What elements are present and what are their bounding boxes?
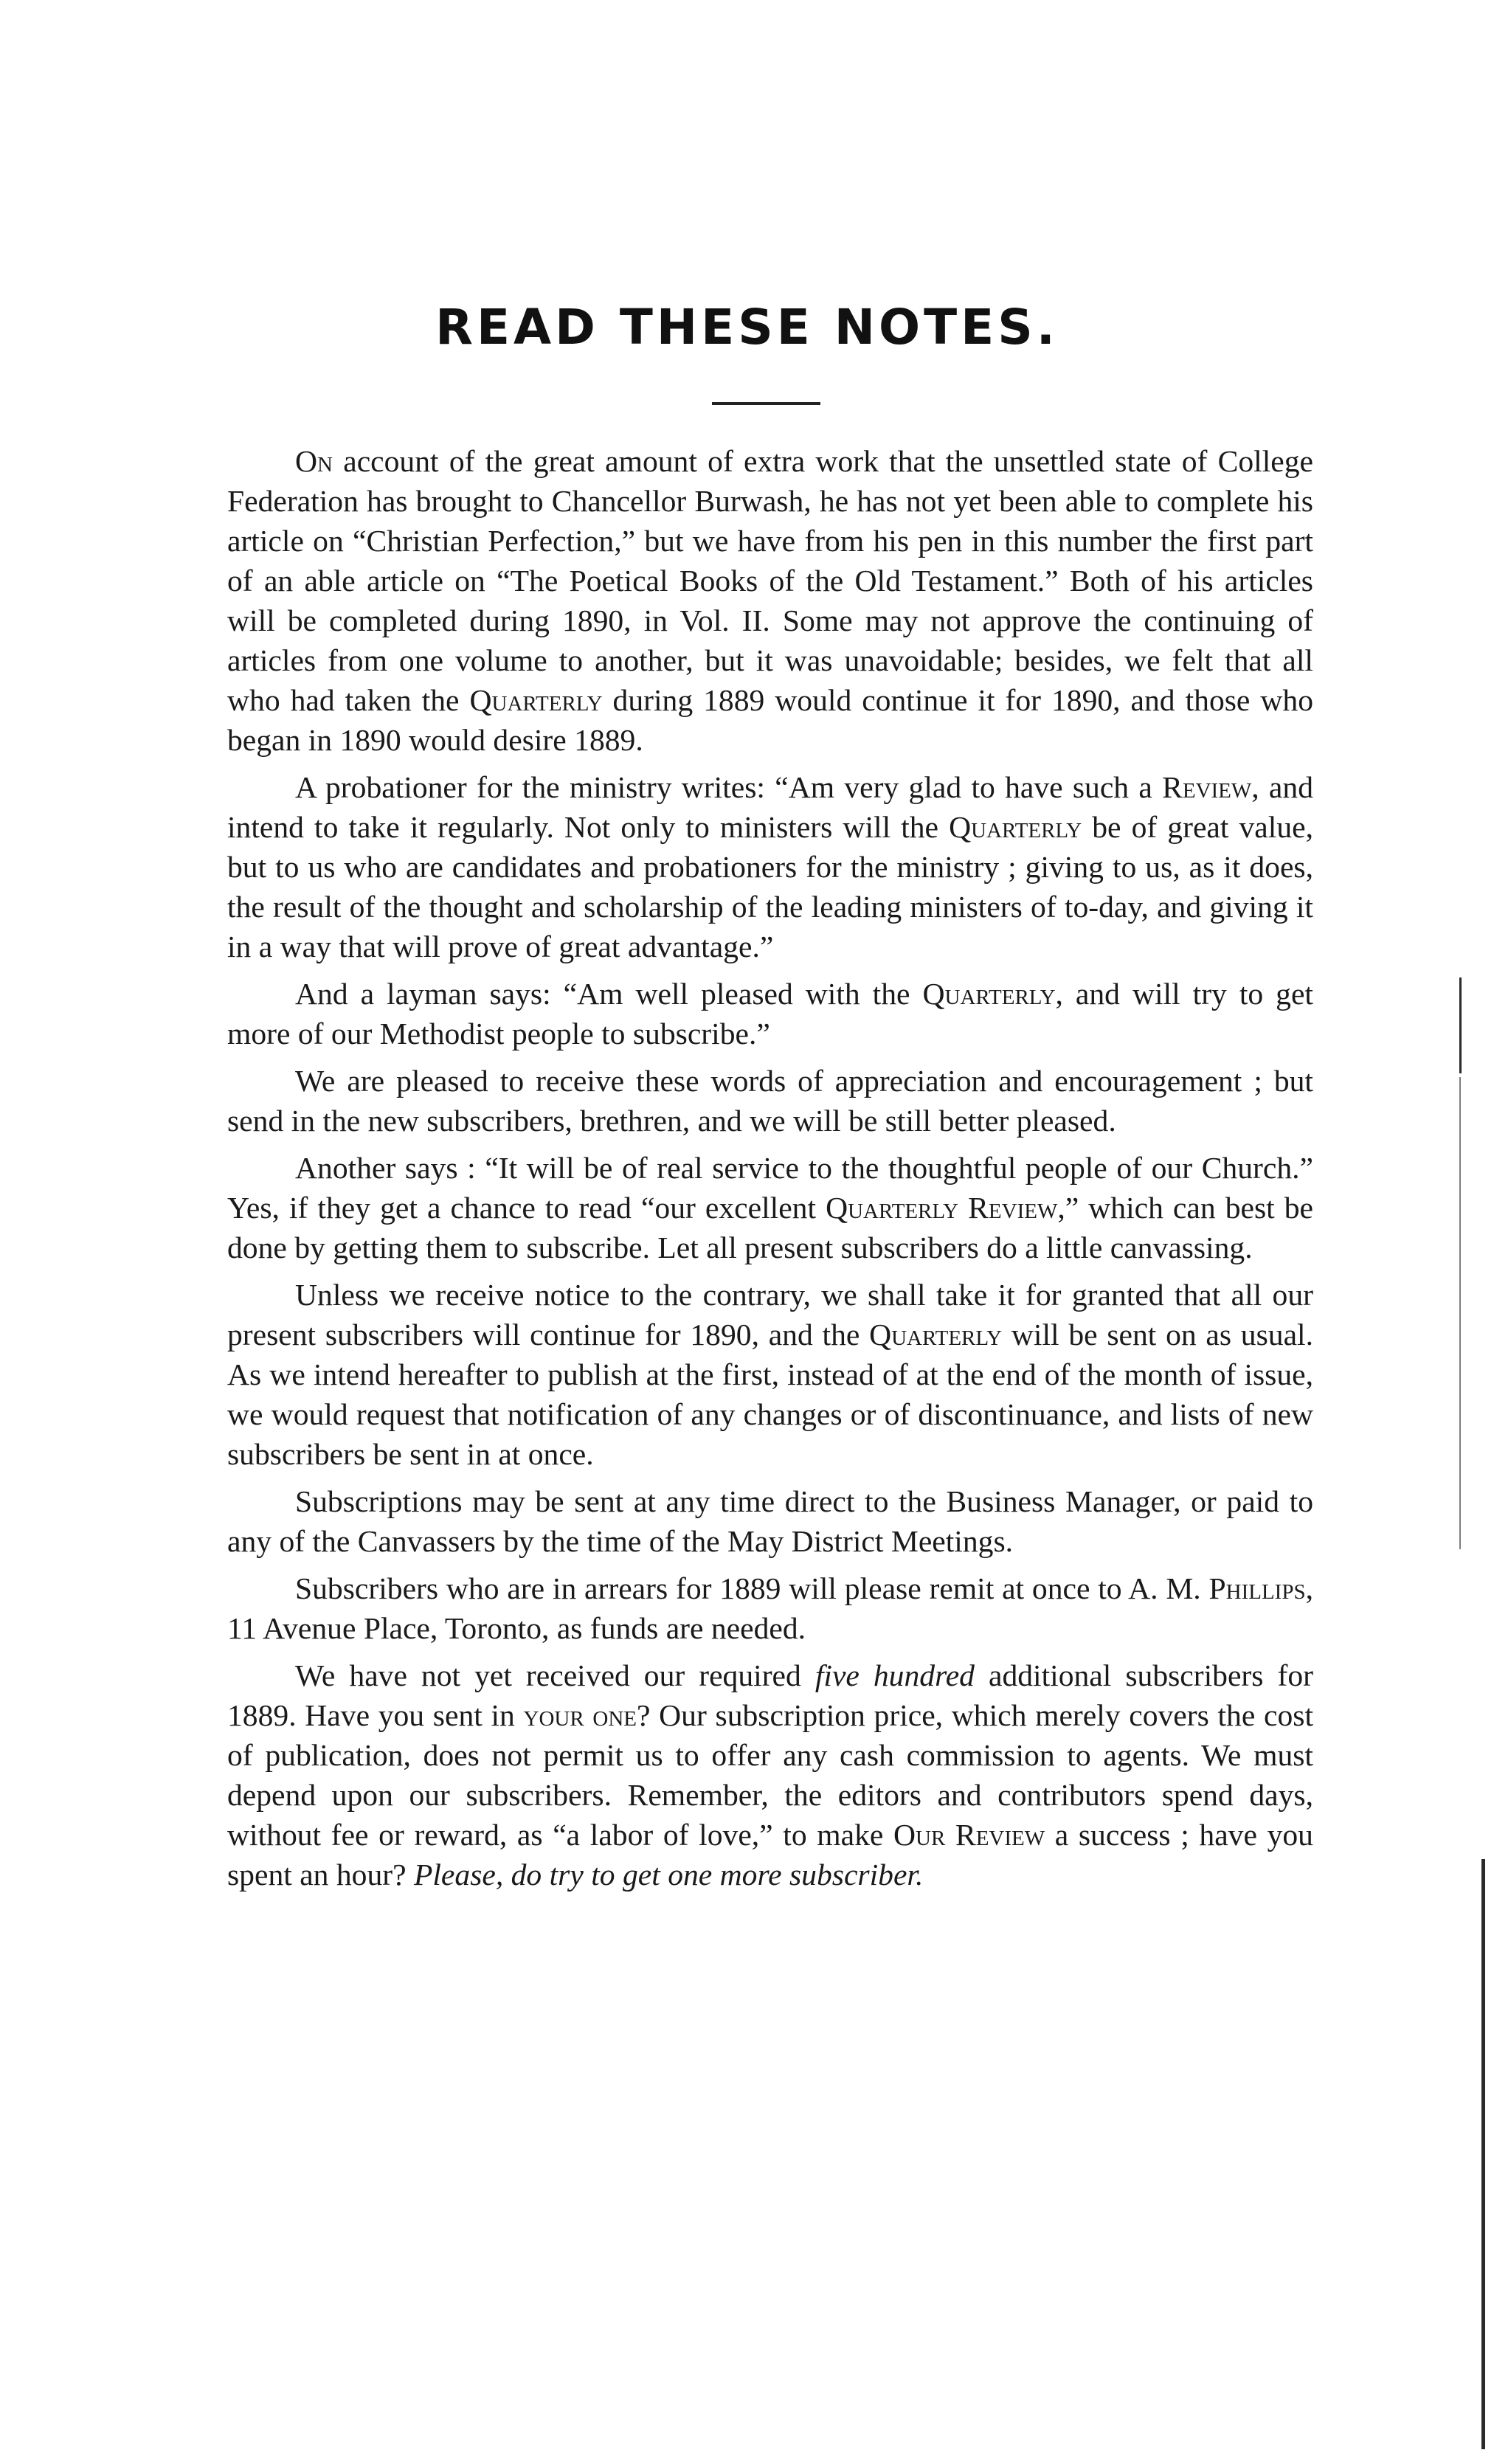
paragraph-text: additional subscribers for 1889. Have you sent in	[227, 1658, 1313, 1732]
paragraph-text: We have not yet received our required	[295, 1658, 815, 1692]
page-title: READ THESE NOTES.	[435, 299, 1059, 356]
paragraph-text: , and intend to take it regularly. Not only to ministers will the	[227, 770, 1313, 844]
paragraph-text: We are pleased to receive these words of appreciation and encouragement ; but send in the new subscribers, brethren, and we will be still better pleased.	[227, 1064, 1313, 1138]
paragraph-text: , and will try to get more of our Methodist people to subscribe.”	[227, 977, 1313, 1051]
page-edge-line-upper	[1459, 977, 1462, 1073]
paragraph-text: ? Our subscription price, which merely covers the cost of publication, does not permit us to offer any cash commission to agents. We must depend upon our subscribers. Remember, the editors and contributors spend days, without fee or reward, as “a labor of love,” to make	[227, 1698, 1313, 1852]
page-edge-line-lower	[1481, 1859, 1485, 2449]
paragraph-layman	[227, 974, 1313, 1053]
paragraph-federation	[227, 441, 1313, 760]
your-one: your one	[523, 1698, 637, 1732]
paragraph-five-hundred	[227, 1655, 1313, 1894]
review-name: Review	[1162, 770, 1252, 804]
paragraph-text: be of great value, but to us who are candidates and probationers for the ministry ; giving to us, as it does, the result of the thought and scholarship of the leading ministers of to-day, and giving it in a way that will prove of great advantage.”	[227, 810, 1313, 963]
paragraph-text: , 11 Avenue Place, Toronto, as funds are needed.	[227, 1571, 1313, 1645]
paragraph-text: a success ; have you spent an hour?	[227, 1818, 1313, 1892]
page-edge-line-middle	[1459, 1077, 1461, 1549]
paragraph-text: account of the great amount of extra work that the unsettled state of College Federation has brought to Chancellor Burwash, he has not yet been able to complete his article on “Christian Perfection,” but we have from his pen in this number the first part of an able article on “The Poetical Books of the Old Testament.” Both of his articles will be completed during 1890, in Vol. II. Some may not approve the continuing of articles from one volume to another, but it was unavoidable; besides, we felt that all who had taken the	[227, 444, 1313, 717]
paragraph-text: will be sent on as usual. As we intend hereafter to publish at the first, instead of at the end of the month of issue, we would request that notification of any changes or of discontinuance, and lists of new subscribers be sent in at once.	[227, 1318, 1314, 1471]
paragraph-probationer	[227, 767, 1313, 966]
paragraph-another	[227, 1148, 1313, 1267]
closing-plea: Please, do try to get one more subscriber.	[413, 1858, 924, 1892]
notes-body	[227, 441, 1313, 1902]
paragraph-text: A probationer for the ministry writes: “Am very glad to have such a	[295, 770, 1163, 804]
paragraph-text: And a layman says: “Am well pleased with the	[295, 977, 923, 1011]
title-divider	[712, 402, 820, 405]
paragraph-text: Unless we receive notice to the contrary, we shall take it for granted that all our present subscribers will continue for 1890, and the	[227, 1278, 1313, 1352]
paragraph-text: Subscribers who are in arrears for 1889 will please remit at once to A. M.	[295, 1571, 1209, 1605]
quarterly-name: Quarterly	[922, 977, 1056, 1011]
paragraph-appreciation	[227, 1061, 1313, 1141]
paragraph-text: Another says : “It will be of real service to the thoughtful people of our Church.” Yes, if they get a chance to read “our excellent	[227, 1151, 1313, 1225]
lead-word: On	[295, 444, 333, 478]
paragraph-subscriptions	[227, 1481, 1313, 1561]
paragraph-text: Subscriptions may be sent at any time direct to the Business Manager, or paid to any of the Canvassers by the time of the May District Meetings.	[227, 1484, 1313, 1558]
quarterly-review-name: Quarterly Review	[826, 1191, 1058, 1225]
quarterly-name: Quarterly	[949, 810, 1082, 844]
quarterly-name: Quarterly	[869, 1318, 1003, 1352]
paragraph-arrears	[227, 1568, 1313, 1648]
quarterly-name: Quarterly	[469, 683, 603, 717]
paragraph-text: ,” which can best be done by getting them to subscribe. Let all present subscribers do a little canvassing.	[227, 1191, 1314, 1264]
our-review-name: Our Review	[893, 1818, 1045, 1852]
manager-name: Phillips	[1208, 1571, 1306, 1605]
paragraph-notice	[227, 1275, 1313, 1474]
emphasis-five-hundred: five hundred	[815, 1658, 975, 1692]
paragraph-text: during 1889 would continue it for 1890, and those who began in 1890 would desire 1889.	[227, 683, 1313, 757]
